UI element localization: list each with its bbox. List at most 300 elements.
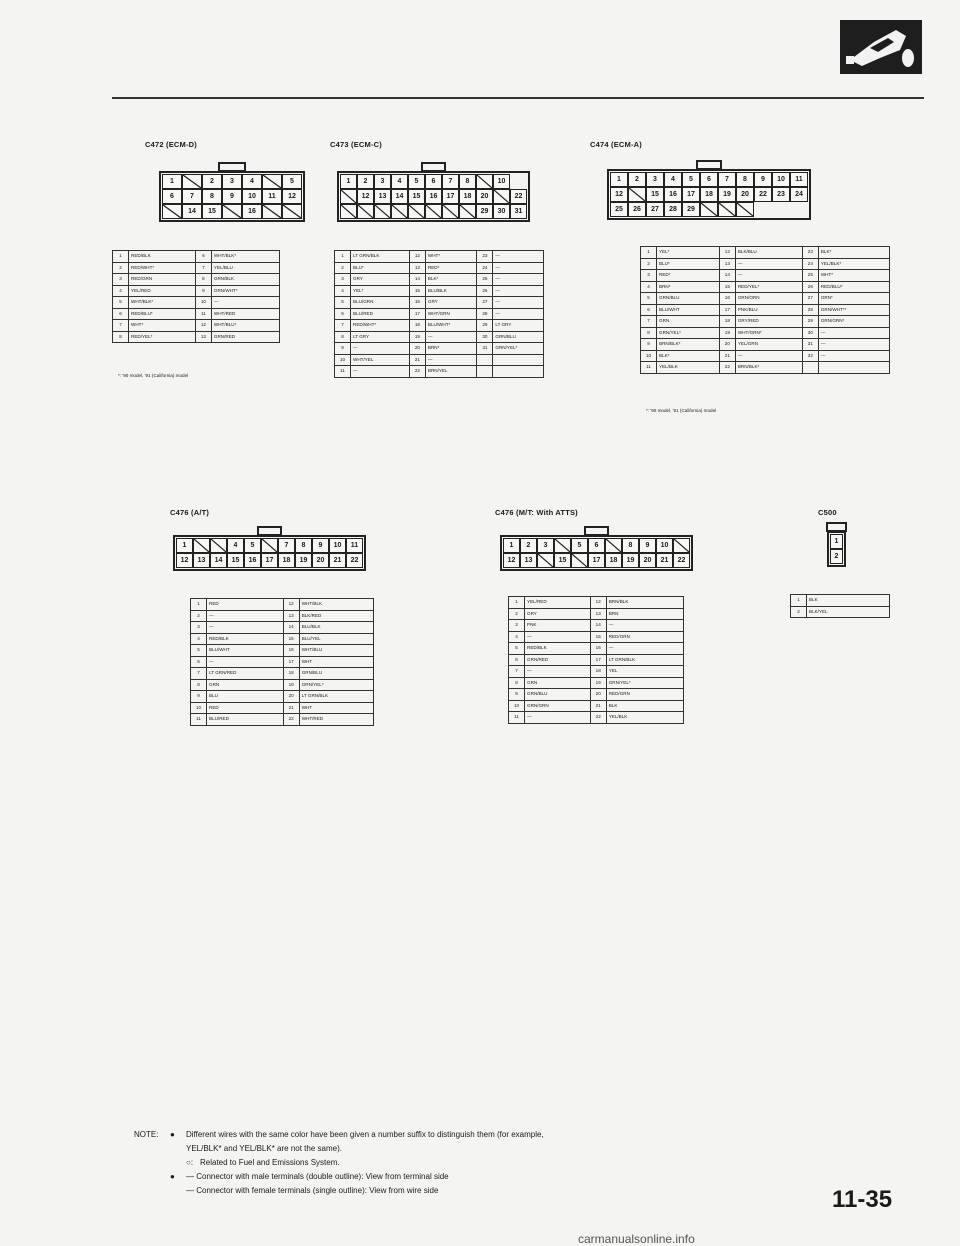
terminal-number: 5 (335, 297, 351, 309)
note-bullet-1: Different wires with the same color have been given a number suffix to distinguish them (for example, (186, 1130, 544, 1139)
wire-color: — (606, 620, 683, 632)
terminal-cavity: 7 (442, 174, 459, 189)
wire-color: BLK* (657, 350, 720, 362)
wire-color: GRN/BLK (211, 274, 279, 286)
wire-table-row (113, 262, 280, 274)
wire-color: RED/BLK (525, 643, 591, 655)
wire-color: BLU/GRN (351, 297, 410, 309)
c476-mt-title: C476 (M/T: With ATTS) (495, 508, 578, 517)
terminal-number: 10 (335, 354, 351, 366)
wire-table-row (335, 354, 544, 366)
wire-color: BRN/YEL (425, 366, 477, 378)
terminal-number: 4 (509, 631, 525, 643)
terminal-cavity: 26 (628, 202, 646, 217)
connector-outline (159, 171, 305, 222)
wire-table-row (191, 610, 374, 622)
terminal-number: 4 (191, 633, 207, 645)
terminal-cavity: 6 (588, 538, 605, 553)
terminal-number: 1 (641, 247, 657, 259)
wire-color: GRN (525, 677, 591, 689)
terminal-number: 19 (719, 327, 735, 339)
wire-color: GRN/GRN (525, 700, 591, 712)
wire-color: RED/GRN (129, 274, 196, 286)
terminal-cavity: 27 (646, 202, 664, 217)
c500-wire-table (790, 594, 890, 618)
wire-color: BLU/WHT (207, 645, 284, 657)
terminal-cavity: 14 (210, 553, 227, 568)
c476-at-wire-table (190, 598, 374, 726)
wire-color: YEL/RED (525, 597, 591, 609)
terminal-cavity: 6 (162, 189, 182, 204)
terminal-cavity: 1 (610, 172, 628, 187)
wire-color: BLK/RED (299, 610, 373, 622)
wire-color: RED/BLK (129, 251, 196, 263)
terminal-cavity: 8 (202, 189, 222, 204)
terminal-cavity: 20 (476, 189, 493, 204)
terminal-number: 6 (641, 304, 657, 316)
terminal-cavity: 3 (537, 538, 554, 553)
note-bullet-1b: YEL/BLK* and YEL/BLK* are not the same). (186, 1144, 342, 1153)
terminal-number: 8 (195, 274, 211, 286)
wire-color: WHT/RED (211, 308, 279, 320)
terminal-cavity: 3 (646, 172, 664, 187)
terminal-cavity: 17 (442, 189, 459, 204)
wire-color: WHT* (129, 320, 196, 332)
terminal-number: 1 (335, 251, 351, 263)
connector-outline (827, 531, 846, 567)
wire-color: YEL/BLK* (818, 258, 889, 270)
c476-at-title: C476 (A/T) (170, 508, 210, 517)
terminal-cavity: 19 (718, 187, 736, 202)
wire-color: GRN/GRN* (818, 316, 889, 328)
wire-table-row (191, 702, 374, 714)
wire-color: GRN/WHT* (211, 285, 279, 297)
terminal-number: 13 (195, 331, 211, 343)
terminal-number: 2 (641, 258, 657, 270)
terminal-cavity: 13 (374, 189, 391, 204)
terminal-number: 12 (283, 599, 299, 611)
terminal-cavity: 1 (176, 538, 193, 553)
wire-color: WHT/GRN* (735, 327, 802, 339)
c473-title: C473 (ECM-C) (330, 140, 382, 149)
wire-color: BLU (207, 691, 284, 703)
terminal-cavity: 17 (588, 553, 605, 568)
terminal-cavity: 16 (244, 553, 261, 568)
terminal-number: 20 (590, 689, 606, 701)
wire-color: YEL* (657, 247, 720, 259)
terminal-cavity: 20 (736, 187, 754, 202)
wire-color: GRY/RED (735, 316, 802, 328)
terminal-number: 28 (477, 308, 493, 320)
wire-color: BLK/BLU (735, 247, 802, 259)
note-bullet-2: — Connector with male terminals (double outline): View from terminal side (186, 1172, 449, 1181)
terminal-number: 16 (590, 643, 606, 655)
terminal-number: 1 (113, 251, 129, 263)
terminal-cavity: 24 (790, 187, 808, 202)
wire-color: RED/YEL* (129, 331, 196, 343)
terminal-number: 20 (283, 691, 299, 703)
terminal-number: 12 (719, 247, 735, 259)
wire-table-row (335, 331, 544, 343)
terminal-cavity: 1 (340, 174, 357, 189)
wire-color: RED/GRN (606, 631, 683, 643)
wire-color: BLK* (425, 274, 477, 286)
wire-color: BLK/YEL (807, 606, 890, 618)
wire-table-row (335, 308, 544, 320)
terminal-number: 9 (509, 689, 525, 701)
wire-color: GRY (525, 608, 591, 620)
terminal-cavity: 15 (408, 189, 425, 204)
wire-color: BLU/RED (351, 308, 410, 320)
wire-table-row (509, 666, 684, 678)
terminal-cavity: 10 (772, 172, 790, 187)
connector-outline (337, 171, 530, 222)
wire-color: — (818, 350, 889, 362)
wire-table-row (641, 247, 890, 259)
terminal-cavity: 9 (312, 538, 329, 553)
wire-color: BLU/WHT (657, 304, 720, 316)
terminal-number: 22 (283, 714, 299, 726)
wire-color: PNK/BLU (735, 304, 802, 316)
terminal-cavity: 29 (682, 202, 700, 217)
wire-color: RED (207, 702, 284, 714)
terminal-cavity: 2 (830, 549, 843, 564)
wire-table-row (641, 281, 890, 293)
terminal-cavity: 12 (282, 189, 302, 204)
terminal-number: 15 (409, 285, 425, 297)
wire-color: YEL/BLU (211, 262, 279, 274)
terminal-cavity: 11 (346, 538, 363, 553)
terminal-cavity: 8 (622, 538, 639, 553)
wire-table-row (641, 270, 890, 282)
terminal-number (477, 366, 493, 378)
terminal-number: 8 (191, 679, 207, 691)
wire-color (818, 362, 889, 374)
wire-table-row (191, 714, 374, 726)
terminal-cavity: 4 (227, 538, 244, 553)
wire-color: — (525, 712, 591, 724)
wire-table-row (335, 297, 544, 309)
terminal-number: 5 (191, 645, 207, 657)
terminal-cavity: 6 (700, 172, 718, 187)
wire-table-row (641, 362, 890, 374)
terminal-cavity: 21 (656, 553, 673, 568)
wire-color: GRN/BLU (299, 668, 373, 680)
terminal-number: 14 (590, 620, 606, 632)
connector-lock-tab (218, 162, 246, 172)
terminal-number: 21 (719, 350, 735, 362)
terminal-number: 1 (191, 599, 207, 611)
terminal-number: 12 (409, 251, 425, 263)
terminal-number: 17 (719, 304, 735, 316)
wire-color: — (525, 631, 591, 643)
terminal-number: 24 (802, 258, 818, 270)
terminal-number: 2 (509, 608, 525, 620)
terminal-cavity: 2 (202, 174, 222, 189)
wire-color: BLK (807, 595, 890, 607)
connector-lock-tab (584, 526, 609, 536)
terminal-number: 11 (191, 714, 207, 726)
bullet-icon: ● (170, 1130, 175, 1139)
terminal-cavity: 2 (357, 174, 374, 189)
terminal-number: 8 (641, 327, 657, 339)
wire-color: WHT/BLU* (211, 320, 279, 332)
wire-table-row (113, 285, 280, 297)
c474-footnote: *: '90 model, '91 (California) model (646, 408, 717, 413)
terminal-number: 24 (477, 262, 493, 274)
terminal-number: 13 (590, 608, 606, 620)
terminal-cavity: 20 (312, 553, 329, 568)
wire-color: LT GRN/BLK (351, 251, 410, 263)
wire-color: YEL/BLK (657, 362, 720, 374)
terminal-number: 22 (590, 712, 606, 724)
wire-color: GRN/YEL* (657, 327, 720, 339)
terminal-cavity: 15 (646, 187, 664, 202)
wire-table-row (191, 679, 374, 691)
wire-table-row (191, 656, 374, 668)
wire-table-row (113, 331, 280, 343)
terminal-number: 2 (191, 610, 207, 622)
terminal-number: 11 (195, 308, 211, 320)
terminal-number: 21 (283, 702, 299, 714)
terminal-cavity: 28 (664, 202, 682, 217)
wire-color: — (735, 270, 802, 282)
wire-table-row (509, 597, 684, 609)
connector-outline (607, 169, 811, 220)
terminal-number: 12 (590, 597, 606, 609)
wire-table-row (641, 339, 890, 351)
c500-title: C500 (818, 508, 837, 517)
c473-wire-table (334, 250, 544, 378)
wire-color: — (493, 297, 544, 309)
wire-color: RED* (425, 262, 477, 274)
wire-color: BRN* (425, 343, 477, 355)
terminal-number: 18 (409, 320, 425, 332)
wire-table-row (335, 320, 544, 332)
wire-color: — (735, 258, 802, 270)
terminal-cavity: 3 (374, 174, 391, 189)
terminal-number: 29 (802, 316, 818, 328)
terminal-number: 21 (409, 354, 425, 366)
terminal-cavity: 4 (664, 172, 682, 187)
wire-color: GRN/RED (211, 331, 279, 343)
terminal-number: 11 (509, 712, 525, 724)
wire-color: — (207, 656, 284, 668)
terminal-number (802, 362, 818, 374)
wire-color: BLU* (351, 262, 410, 274)
terminal-cavity: 4 (391, 174, 408, 189)
terminal-number: 25 (477, 274, 493, 286)
wire-color: PNK (525, 620, 591, 632)
wire-color: WHT/BLK* (129, 297, 196, 309)
wire-table-row (335, 366, 544, 378)
terminal-number: 20 (719, 339, 735, 351)
wire-table-row (191, 691, 374, 703)
terminal-number: 30 (802, 327, 818, 339)
c474-wire-table (640, 246, 890, 374)
terminal-number: 2 (113, 262, 129, 274)
wire-color: BLK* (818, 247, 889, 259)
wire-table-row (641, 304, 890, 316)
wire-table-row (509, 608, 684, 620)
wire-color: RED/BLK (207, 633, 284, 645)
wire-color: — (211, 297, 279, 309)
terminal-number: 7 (113, 320, 129, 332)
wire-table-row (113, 274, 280, 286)
terminal-cavity: 14 (391, 189, 408, 204)
wire-table-row (191, 633, 374, 645)
wire-color: BLU/YEL (299, 633, 373, 645)
wire-color: RED (207, 599, 284, 611)
wire-table-row (113, 308, 280, 320)
terminal-number: 22 (409, 366, 425, 378)
wire-color: RED/YEL* (735, 281, 802, 293)
terminal-cavity: 19 (295, 553, 312, 568)
terminal-number: 2 (791, 606, 807, 618)
terminal-number: 2 (335, 262, 351, 274)
terminal-cavity: 22 (510, 189, 527, 204)
note-bullet-3: — Connector with female terminals (single outline): View from wire side (186, 1186, 439, 1195)
wire-color: GRY (351, 274, 410, 286)
terminal-number: 5 (509, 643, 525, 655)
circle-symbol-icon: ○: (186, 1158, 194, 1167)
terminal-number: 13 (409, 262, 425, 274)
terminal-number: 18 (590, 666, 606, 678)
wire-table-row (335, 251, 544, 263)
wire-color: BLU/RED (207, 714, 284, 726)
terminal-cavity: 15 (227, 553, 244, 568)
terminal-cavity: 20 (639, 553, 656, 568)
terminal-cavity: 17 (682, 187, 700, 202)
terminal-number: 14 (283, 622, 299, 634)
wire-table-row (113, 297, 280, 309)
terminal-cavity: 1 (830, 534, 843, 549)
terminal-number: 14 (409, 274, 425, 286)
terminal-cavity: 7 (718, 172, 736, 187)
terminal-cavity: 7 (278, 538, 295, 553)
terminal-cavity: 22 (673, 553, 690, 568)
terminal-cavity: 17 (261, 553, 278, 568)
wire-table-row (509, 631, 684, 643)
wire-color: LT GRN/RED (207, 668, 284, 680)
wire-color: RED/BLU* (818, 281, 889, 293)
header-rule (112, 97, 924, 99)
terminal-cavity: 10 (329, 538, 346, 553)
wire-color: — (493, 262, 544, 274)
terminal-cavity: 31 (510, 204, 527, 219)
wire-table-row (191, 645, 374, 657)
wire-color: WHT* (818, 270, 889, 282)
terminal-number: 27 (802, 293, 818, 305)
terminal-cavity: 11 (790, 172, 808, 187)
terminal-number: 11 (335, 366, 351, 378)
terminal-cavity: 1 (162, 174, 182, 189)
wire-color: GRN/BLU (493, 331, 544, 343)
terminal-number: 7 (641, 316, 657, 328)
terminal-number: 3 (509, 620, 525, 632)
terminal-number: 30 (477, 331, 493, 343)
terminal-cavity: 16 (242, 204, 262, 219)
terminal-number: 8 (113, 331, 129, 343)
terminal-number: 26 (477, 285, 493, 297)
wire-color (493, 354, 544, 366)
bullet-icon: ● (170, 1172, 175, 1181)
wire-table-row (191, 622, 374, 634)
terminal-number: 21 (590, 700, 606, 712)
wire-color: YEL/RED (129, 285, 196, 297)
terminal-number: 10 (509, 700, 525, 712)
wire-color: LT GRN/BLK (299, 691, 373, 703)
engine-electrical-icon (840, 20, 922, 74)
wire-table-row (509, 677, 684, 689)
wire-color: GRN/WHT** (818, 304, 889, 316)
terminal-number: 6 (195, 251, 211, 263)
wire-color: LT GRN/BLK (606, 654, 683, 666)
terminal-cavity: 10 (656, 538, 673, 553)
terminal-number: 18 (719, 316, 735, 328)
terminal-cavity: 12 (357, 189, 374, 204)
wire-color: — (493, 251, 544, 263)
wire-color: RED* (657, 270, 720, 282)
wire-color: — (818, 327, 889, 339)
wire-color: WHT* (425, 251, 477, 263)
terminal-number: 4 (335, 285, 351, 297)
terminal-number: 31 (477, 343, 493, 355)
wire-color: WHT/YEL (351, 354, 410, 366)
terminal-number: 7 (509, 666, 525, 678)
wire-color: RED/WHT* (129, 262, 196, 274)
terminal-number: 9 (335, 343, 351, 355)
wire-color: LT GRY (351, 331, 410, 343)
wire-color: — (425, 354, 477, 366)
wire-table-row (509, 712, 684, 724)
terminal-number: 5 (641, 293, 657, 305)
terminal-number: 32 (802, 350, 818, 362)
wire-color: GRN/YEL* (493, 343, 544, 355)
terminal-cavity: 25 (610, 202, 628, 217)
wire-color: YEL/BLK (606, 712, 683, 724)
wire-table-row (641, 293, 890, 305)
terminal-number: 20 (409, 343, 425, 355)
wire-color: BRN (606, 608, 683, 620)
wire-table-row (335, 262, 544, 274)
terminal-number: 5 (113, 297, 129, 309)
terminal-cavity: 5 (571, 538, 588, 553)
connector-outline (500, 535, 693, 571)
terminal-number: 16 (719, 293, 735, 305)
wire-color: GRN/YEL* (606, 677, 683, 689)
terminal-cavity: 7 (182, 189, 202, 204)
wire-table-row (191, 599, 374, 611)
terminal-number: 4 (113, 285, 129, 297)
wire-color: BLU/BLK (425, 285, 477, 297)
terminal-cavity: 16 (664, 187, 682, 202)
wire-table-row (791, 595, 890, 607)
c472-title: C472 (ECM-D) (145, 140, 197, 149)
wire-color: GRN* (818, 293, 889, 305)
terminal-number: 15 (590, 631, 606, 643)
terminal-number: 6 (113, 308, 129, 320)
terminal-cavity: 14 (182, 204, 202, 219)
terminal-cavity: 4 (242, 174, 262, 189)
wire-color: BLU/WHT* (425, 320, 477, 332)
terminal-number: 17 (283, 656, 299, 668)
terminal-number: 3 (641, 270, 657, 282)
terminal-number: 8 (509, 677, 525, 689)
wire-color: — (207, 610, 284, 622)
wire-color: WHT (299, 702, 373, 714)
wire-color: YEL (606, 666, 683, 678)
